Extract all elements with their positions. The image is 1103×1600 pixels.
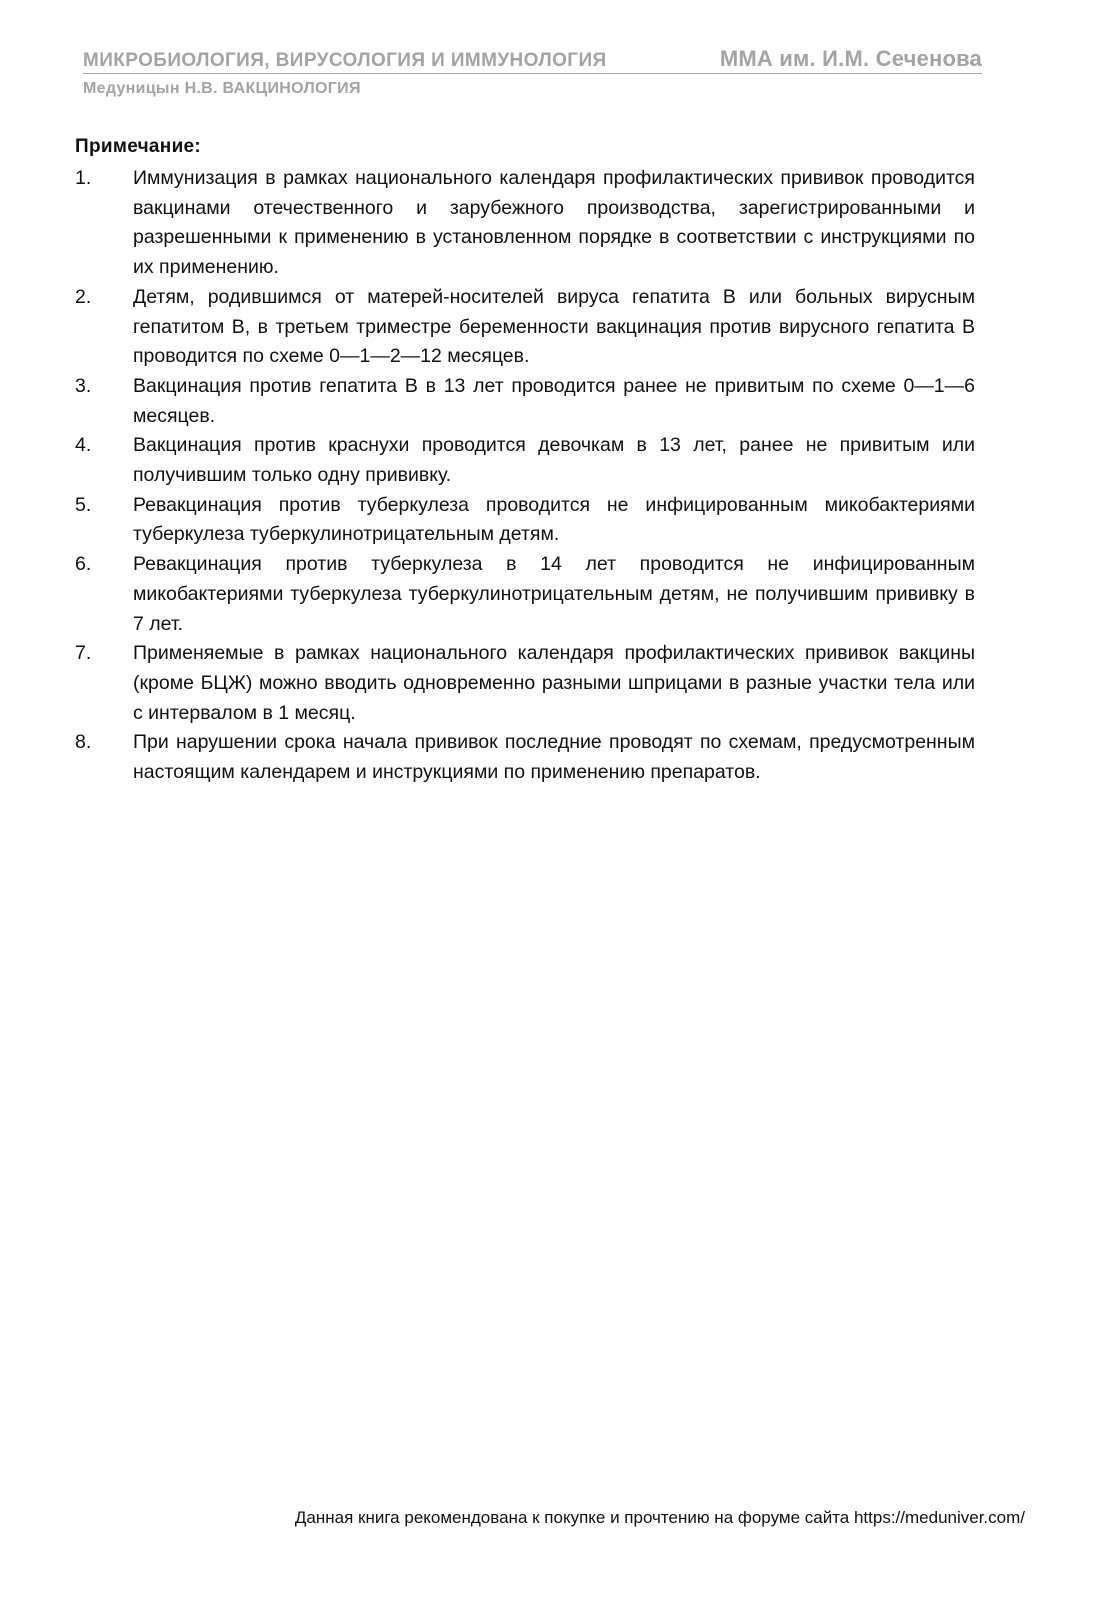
main-content [75, 136, 975, 788]
note-item-4 [75, 431, 975, 490]
note-text: Вакцинация против гепатита В в 13 лет проводится ранее не привитым по схеме 0—1—6 месяцев. [133, 374, 975, 427]
note-item-1 [75, 164, 975, 283]
note-text: Детям, родившимся от матерей-носителей вируса гепатита В или больных вирусным гепатитом В, в третьем триместре беременности вакцинация против вирусного гепатита В проводится по схеме 0—1—2—12 месяцев. [133, 285, 975, 368]
note-text: При нарушении срока начала прививок последние проводят по схемам, предусмотренным настоящим календарем и инструкциями по применению препаратов. [133, 731, 975, 784]
note-item-3 [75, 372, 975, 431]
note-item-5 [75, 491, 975, 550]
note-number: 7. [75, 642, 92, 665]
note-number: 3. [75, 374, 92, 397]
notes-list [75, 164, 975, 788]
note-title: Примечание: [75, 136, 202, 157]
note-text: Ревакцинация против туберкулеза в 14 лет проводится не инфицированным микобактериями туберкулеза туберкулинотрицательным детям, не получившим прививку в 7 лет. [133, 553, 975, 635]
header-book-title: Медуницын Н.В. ВАКЦИНОЛОГИЯ [83, 80, 361, 97]
note-number: 6. [75, 553, 92, 576]
note-number: 2. [75, 285, 92, 308]
header-subject: МИКРОБИОЛОГИЯ, ВИРУСОЛОГИЯ И ИММУНОЛОГИЯ [83, 50, 607, 71]
page-footer: Данная книга рекомендована к покупке и прочтению на форуме сайта https://meduniver.com/ [294, 1508, 1025, 1527]
note-item-2 [75, 283, 975, 372]
note-text: Вакцинация против краснухи проводится девочкам в 13 лет, ранее не привитым или получившим только одну прививку. [133, 434, 975, 487]
note-item-8 [75, 728, 975, 787]
note-text: Иммунизация в рамках национального календаря профилактических прививок проводится вакцинами отечественного и зарубежного производства, зарегистрированными и разрешенными к применению в установленном порядке в соответствии с инструкциями по их применению. [133, 167, 975, 279]
note-number: 4. [75, 434, 92, 457]
page-header [83, 46, 982, 98]
note-number: 1. [75, 167, 92, 189]
note-text: Применяемые в рамках национального календаря профилактических прививок вакцины (кроме БЦЖ) можно вводить одновременно разными шприцами в разные участки тела или с интервалом в 1 месяц. [133, 642, 975, 724]
note-text: Ревакцинация против туберкулеза проводится не инфицированным микобактериями туберкулеза туберкулинотрицательным детям. [133, 493, 975, 546]
note-item-7 [75, 639, 975, 728]
note-number: 5. [75, 493, 92, 516]
header-top-line [83, 46, 982, 74]
header-institution: ММА им. И.М. Сеченова [719, 46, 982, 71]
note-item-6 [75, 550, 975, 639]
note-number: 8. [75, 731, 92, 754]
